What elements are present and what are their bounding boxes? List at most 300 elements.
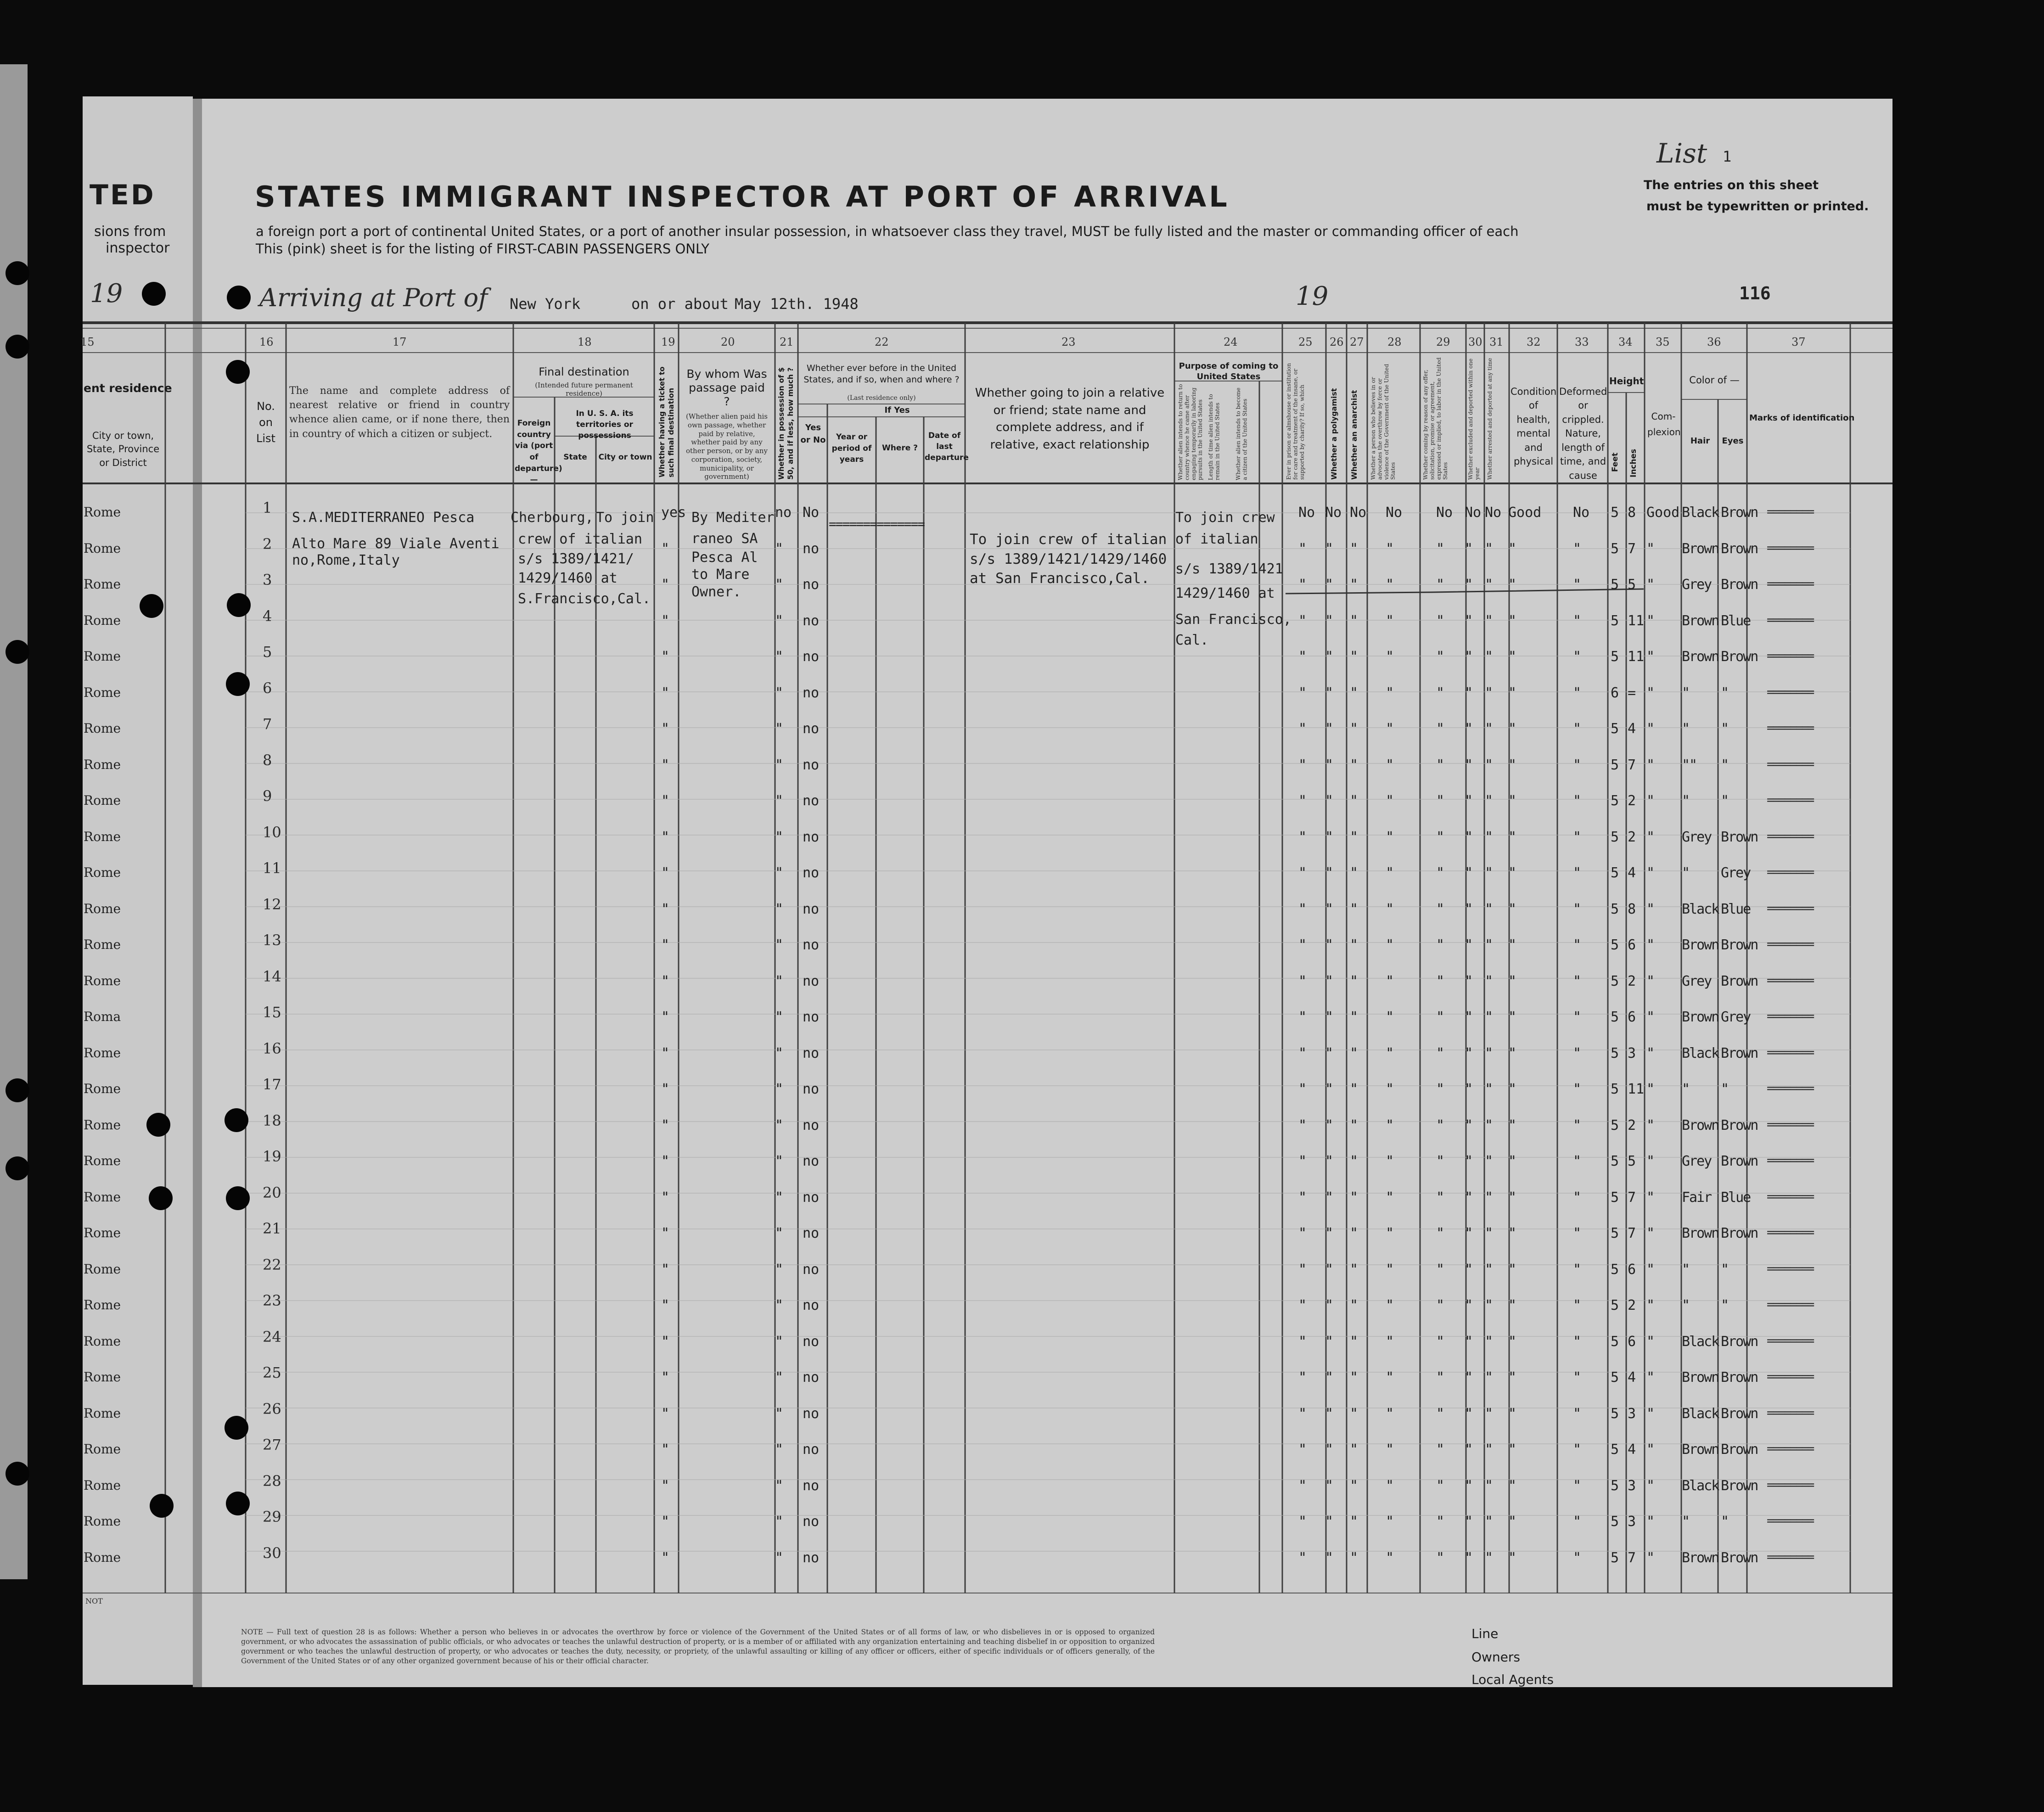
left-page-note-fragment: NOT [85, 1597, 103, 1605]
col-37-number: 37 [1791, 336, 1806, 348]
money-cell: " [775, 1549, 784, 1566]
height-feet-cell: 5 [1611, 1009, 1619, 1025]
excluded-cell: No [1465, 505, 1482, 521]
anarchist-cell: " [1350, 1549, 1359, 1566]
residence-cell: Rome [84, 1514, 121, 1529]
polygamist-cell: " [1325, 1225, 1334, 1241]
prison-cell: " [1298, 1442, 1307, 1458]
col-28-number: 28 [1387, 336, 1402, 348]
eye-color-cell: Blue [1721, 901, 1751, 917]
arrested-cell: " [1485, 1153, 1494, 1169]
col-25-number: 25 [1298, 336, 1313, 348]
height-inches-cell: 5 [1628, 577, 1636, 593]
height-feet-cell: 5 [1611, 1405, 1619, 1422]
height-inches-cell: 4 [1628, 1442, 1636, 1458]
identification-marks-cell: ======== [1767, 505, 1814, 519]
residence-cell: Rome [84, 1153, 121, 1168]
destination-line-2: crew of italian [518, 531, 642, 547]
height-feet-cell: 5 [1611, 721, 1619, 737]
height-feet-cell: 5 [1611, 1477, 1619, 1494]
height-inches-cell: 6 [1628, 937, 1636, 953]
polygamist-cell: " [1325, 540, 1334, 557]
purpose-line-1: To join crew [1175, 510, 1275, 526]
labor-offer-cell: " [1436, 1225, 1445, 1241]
col-24-sub-1: Whether alien intends to return to country whence he came after engaging temporarily in laboring pursuits in the United States [1177, 384, 1204, 480]
eye-color-cell: " [1721, 757, 1729, 773]
prison-cell: " [1298, 1045, 1307, 1061]
list-number-cell: 22 [263, 1256, 281, 1273]
eye-color-cell: Brown [1721, 649, 1758, 665]
table-row [0, 572, 2044, 608]
eye-color-cell: Brown [1721, 540, 1758, 557]
polygamist-cell: " [1325, 1514, 1334, 1530]
health-cell: " [1508, 649, 1517, 665]
anarchist-cell: " [1350, 721, 1359, 737]
list-number: 1 [1723, 148, 1732, 165]
deformed-cell: " [1573, 1153, 1582, 1169]
col-22-year-label: Year or period of years [831, 432, 872, 465]
polygamist-cell: " [1325, 1333, 1334, 1350]
hair-color-cell: Brown [1682, 937, 1719, 953]
excluded-cell: " [1465, 937, 1473, 953]
complexion-cell: " [1646, 612, 1655, 629]
health-cell: " [1508, 540, 1517, 557]
residence-cell: Rome [84, 1369, 121, 1385]
prison-cell: " [1298, 1369, 1307, 1386]
deformed-cell: " [1573, 901, 1582, 917]
deformed-cell: " [1573, 1189, 1582, 1206]
polygamist-cell: " [1325, 649, 1334, 665]
polygamist-cell: " [1325, 865, 1334, 881]
deformed-cell: " [1573, 1117, 1582, 1133]
ticket-cell: " [661, 793, 670, 809]
height-feet-cell: 5 [1611, 1225, 1619, 1241]
overthrow-cell: " [1386, 973, 1394, 989]
previous-visit-cell: no [803, 865, 820, 881]
hair-color-cell: " [1682, 865, 1690, 881]
identification-marks-cell: ======== [1767, 1189, 1814, 1204]
residence-cell: Rome [84, 757, 121, 772]
overthrow-cell: " [1386, 721, 1394, 737]
anarchist-cell: " [1350, 540, 1359, 557]
anarchist-cell: " [1350, 1514, 1359, 1530]
hair-color-cell: Grey [1682, 973, 1712, 989]
previous-visit-cell: no [803, 1477, 820, 1494]
list-number-cell: 2 [263, 535, 272, 553]
excluded-cell: " [1465, 1261, 1473, 1278]
previous-visit-cell: no [803, 612, 820, 629]
owners-label: Owners [1471, 1649, 1521, 1665]
complexion-cell: " [1646, 1225, 1655, 1241]
money-cell: " [775, 612, 784, 629]
residence-cell: Rome [84, 1477, 121, 1493]
residence-cell: Rome [84, 505, 121, 520]
col-24-number: 24 [1224, 336, 1238, 348]
ticket-cell: " [661, 649, 670, 665]
height-inches-cell: 6 [1628, 1009, 1636, 1025]
height-inches-cell: 2 [1628, 829, 1636, 845]
destination-line-1: Cherbourg, [511, 510, 594, 526]
labor-offer-cell: " [1436, 937, 1445, 953]
complexion-cell: " [1646, 937, 1655, 953]
list-number-cell: 16 [263, 1039, 281, 1057]
anarchist-cell: " [1350, 1009, 1359, 1025]
table-row [0, 1509, 2044, 1545]
overthrow-cell: " [1386, 1405, 1394, 1422]
health-cell: " [1508, 577, 1517, 593]
col-31-number: 31 [1489, 336, 1504, 348]
deformed-cell: " [1573, 649, 1582, 665]
labor-offer-cell: " [1436, 1514, 1445, 1530]
deformed-cell: " [1573, 937, 1582, 953]
ticket-cell: " [661, 865, 670, 881]
previous-visit-cell: No [803, 505, 820, 521]
deformed-cell: " [1573, 1405, 1582, 1422]
previous-visit-cell: no [803, 1405, 820, 1422]
complexion-cell: " [1646, 721, 1655, 737]
destination-state-text: To join [596, 510, 654, 526]
identification-marks-cell: ======== [1767, 1478, 1814, 1492]
height-inches-cell: 2 [1628, 1117, 1636, 1133]
complexion-cell: " [1646, 1442, 1655, 1458]
money-cell: " [775, 649, 784, 665]
excluded-cell: " [1465, 721, 1473, 737]
residence-cell: Rome [84, 1189, 121, 1205]
height-inches-cell: 3 [1628, 1477, 1636, 1494]
polygamist-cell: " [1325, 1189, 1334, 1206]
col-35-number: 35 [1656, 336, 1670, 348]
col-34-label: Height [1609, 376, 1644, 387]
polygamist-cell: " [1325, 1117, 1334, 1133]
identification-marks-cell: ======== [1767, 613, 1814, 627]
height-inches-cell: 7 [1628, 757, 1636, 773]
col-22-yes-label: Yes or No [800, 423, 826, 445]
deformed-cell: " [1573, 1369, 1582, 1386]
excluded-cell: " [1465, 577, 1473, 593]
previous-visit-cell: no [803, 721, 820, 737]
hair-color-cell: " [1682, 1261, 1690, 1278]
year-label: 19 [1296, 281, 1329, 311]
identification-marks-cell: ======== [1767, 685, 1814, 699]
anarchist-cell: " [1350, 1045, 1359, 1061]
col-18-note: (Intended future permanent residence) [535, 381, 633, 398]
purpose-line-3: s/s 1389/1421 [1175, 561, 1283, 577]
left-fragment-title: TED [90, 179, 156, 211]
col-22-where-label: Where ? [882, 443, 918, 453]
prison-cell: " [1298, 540, 1307, 557]
money-cell: " [775, 1514, 784, 1530]
hair-color-cell: Black [1682, 1477, 1719, 1494]
complexion-cell: " [1646, 1045, 1655, 1061]
col-37-label: Marks of identification [1749, 413, 1855, 423]
height-feet-cell: 5 [1611, 1081, 1619, 1097]
complexion-cell: " [1646, 1369, 1655, 1386]
anarchist-cell: " [1350, 757, 1359, 773]
entries-note-1: The entries on this sheet [1644, 178, 1819, 192]
health-cell: " [1508, 1369, 1517, 1386]
ticket-cell: " [661, 901, 670, 917]
labor-offer-cell: " [1436, 577, 1445, 593]
labor-offer-cell: " [1436, 865, 1445, 881]
joining-line-2: s/s 1389/1421/1429/1460 [970, 551, 1167, 567]
ticket-cell: " [661, 612, 670, 629]
passage-paid-line-4: to Mare [691, 567, 750, 583]
polygamist-cell: " [1325, 577, 1334, 593]
hair-color-cell: Black [1682, 1405, 1719, 1422]
height-inches-cell: 2 [1628, 793, 1636, 809]
ticket-cell: " [661, 721, 670, 737]
deformed-cell: " [1573, 1045, 1582, 1061]
hair-color-cell: Black [1682, 1333, 1719, 1350]
health-cell: " [1508, 1477, 1517, 1494]
previous-visit-cell: no [803, 1153, 820, 1169]
height-inches-cell: 4 [1628, 865, 1636, 881]
prison-cell: " [1298, 1225, 1307, 1241]
arrested-cell: " [1485, 1117, 1494, 1133]
eye-color-cell: Brown [1721, 1405, 1758, 1422]
list-number-cell: 27 [263, 1436, 281, 1453]
ticket-cell: " [661, 577, 670, 593]
prison-cell: " [1298, 649, 1307, 665]
col-23-number: 23 [1061, 336, 1076, 348]
col-36-eyes-label: Eyes [1722, 436, 1744, 446]
prison-cell: " [1298, 1405, 1307, 1422]
col-18-usa-label: In U. S. A. its territories or possessions [576, 409, 634, 440]
excluded-cell: " [1465, 865, 1473, 881]
height-inches-cell: 11 [1628, 649, 1645, 665]
previous-visit-cell: no [803, 649, 820, 665]
prison-cell: " [1298, 829, 1307, 845]
identification-marks-cell: ======== [1767, 721, 1814, 735]
identification-marks-cell: ======== [1767, 1370, 1814, 1384]
money-cell: " [775, 1442, 784, 1458]
anarchist-cell: " [1350, 1225, 1359, 1241]
passage-paid-line-3: Pesca Al [691, 550, 758, 566]
residence-cell: Rome [84, 577, 121, 592]
overthrow-cell: " [1386, 1045, 1394, 1061]
money-cell: no [775, 505, 792, 521]
left-fragment-text-2: inspector [106, 240, 170, 256]
list-number-cell: 21 [263, 1220, 281, 1237]
money-cell: " [775, 1261, 784, 1278]
labor-offer-cell: " [1436, 1117, 1445, 1133]
relative-address-line-1: S.A.MEDITERRANEO Pesca [292, 510, 475, 526]
ticket-cell: " [661, 684, 670, 701]
labor-offer-cell: " [1436, 1477, 1445, 1494]
table-row [0, 1365, 2044, 1401]
health-cell: " [1508, 1297, 1517, 1313]
purpose-line-6: Cal. [1175, 632, 1209, 648]
overthrow-cell: " [1386, 1261, 1394, 1278]
col-36-label: Color of — [1689, 375, 1740, 386]
residence-cell: Rome [84, 937, 121, 952]
health-cell: " [1508, 1405, 1517, 1422]
height-feet-cell: 5 [1611, 1549, 1619, 1566]
residence-cell: Rome [84, 865, 121, 880]
ticket-cell: " [661, 1153, 670, 1169]
complexion-cell: " [1646, 1297, 1655, 1313]
previous-visit-cell: no [803, 1297, 820, 1313]
ticket-cell: " [661, 1261, 670, 1278]
height-feet-cell: 5 [1611, 937, 1619, 953]
on-or-about-label: on or about [631, 295, 729, 313]
prison-cell: " [1298, 721, 1307, 737]
excluded-cell: " [1465, 612, 1473, 629]
list-number-cell: 20 [263, 1184, 281, 1201]
col-15-sub: City or town, State, Province or District [86, 430, 160, 468]
height-feet-cell: 5 [1611, 505, 1619, 521]
table-row [0, 1330, 2044, 1365]
complexion-cell: " [1646, 577, 1655, 593]
money-cell: " [775, 901, 784, 917]
deformed-cell: " [1573, 1477, 1582, 1494]
overthrow-cell: " [1386, 901, 1394, 917]
overthrow-cell: " [1386, 684, 1394, 701]
excluded-cell: " [1465, 1225, 1473, 1241]
arrested-cell: " [1485, 1189, 1494, 1206]
health-cell: " [1508, 1117, 1517, 1133]
deformed-cell: " [1573, 1261, 1582, 1278]
polygamist-cell: " [1325, 1261, 1334, 1278]
table-row [0, 753, 2044, 789]
arrested-cell: " [1485, 757, 1494, 773]
money-cell: " [775, 793, 784, 809]
polygamist-cell: " [1325, 1081, 1334, 1097]
col-18-foreign-label: Foreign country via (port of departure) — [515, 419, 562, 485]
labor-offer-cell: " [1436, 1009, 1445, 1025]
excluded-cell: " [1465, 1297, 1473, 1313]
complexion-cell: " [1646, 1009, 1655, 1025]
list-number-cell: 28 [263, 1472, 281, 1490]
list-number-cell: 4 [263, 607, 272, 625]
identification-marks-cell: ======== [1767, 1045, 1814, 1060]
arriving-label: Arriving at Port of [259, 283, 488, 312]
previous-visit-cell: no [803, 1009, 820, 1025]
excluded-cell: " [1465, 1477, 1473, 1494]
excluded-cell: " [1465, 829, 1473, 845]
complexion-cell: Good [1646, 505, 1680, 521]
table-row [0, 789, 2044, 825]
eye-color-cell: Brown [1721, 577, 1758, 593]
previous-visit-cell: no [803, 1261, 820, 1278]
anarchist-cell: " [1350, 612, 1359, 629]
overthrow-cell: " [1386, 1189, 1394, 1206]
col-36-number: 36 [1707, 336, 1721, 348]
ticket-cell: " [661, 1442, 670, 1458]
eye-color-cell: Brown [1721, 1225, 1758, 1241]
labor-offer-cell: " [1436, 612, 1445, 629]
complexion-cell: " [1646, 1477, 1655, 1494]
col-36-hair-label: Hair [1690, 436, 1710, 446]
prison-cell: " [1298, 1189, 1307, 1206]
col-20-number: 20 [721, 336, 735, 348]
purpose-line-5: San Francisco, [1175, 611, 1292, 628]
previous-visit-cell: no [803, 577, 820, 593]
labor-offer-cell: No [1436, 505, 1453, 521]
height-inches-cell: 11 [1628, 612, 1645, 629]
labor-offer-cell: " [1436, 901, 1445, 917]
table-row [0, 1221, 2044, 1257]
overthrow-cell: " [1386, 829, 1394, 845]
ticket-cell: " [661, 540, 670, 557]
residence-cell: Roma [84, 1009, 121, 1024]
previous-visit-cell: no [803, 901, 820, 917]
money-cell: " [775, 1117, 784, 1133]
complexion-cell: " [1646, 649, 1655, 665]
height-feet-cell: 5 [1611, 1189, 1619, 1206]
table-row [0, 1005, 2044, 1041]
health-cell: " [1508, 684, 1517, 701]
table-row [0, 1041, 2044, 1077]
deformed-cell: " [1573, 684, 1582, 701]
hair-color-cell: Grey [1682, 577, 1712, 593]
overthrow-cell: " [1386, 577, 1394, 593]
prison-cell: No [1298, 505, 1315, 521]
height-feet-cell: 5 [1611, 757, 1619, 773]
col-24-label: Purpose of coming to United States [1179, 361, 1279, 382]
arrested-cell: " [1485, 1369, 1494, 1386]
arrested-cell: " [1485, 1297, 1494, 1313]
anarchist-cell: " [1350, 973, 1359, 989]
height-feet-cell: 5 [1611, 1442, 1619, 1458]
table-row [0, 1257, 2044, 1293]
eye-color-cell: Blue [1721, 612, 1751, 629]
prison-cell: " [1298, 973, 1307, 989]
ticket-cell: " [661, 1477, 670, 1494]
eye-color-cell: " [1721, 721, 1729, 737]
col-32-number: 32 [1527, 336, 1541, 348]
eye-color-cell: Brown [1721, 505, 1758, 521]
col-35-label: Com- plexion [1647, 411, 1681, 438]
health-cell: " [1508, 1549, 1517, 1566]
col-22-number: 22 [875, 336, 889, 348]
ticket-cell: " [661, 1333, 670, 1350]
previous-stay-dashes: ============== [829, 516, 925, 532]
left-fragment-year: 19 [90, 279, 123, 309]
col-32-label: Condition of health, mental and physical [1511, 386, 1557, 467]
anarchist-cell: No [1350, 505, 1367, 521]
overthrow-cell: " [1386, 1009, 1394, 1025]
prison-cell: " [1298, 1261, 1307, 1278]
hair-color-cell: Black [1682, 901, 1719, 917]
labor-offer-cell: " [1436, 1405, 1445, 1422]
ticket-cell: " [661, 829, 670, 845]
col-30-label: Whether excluded and deported within one year [1467, 358, 1481, 480]
eye-color-cell: Brown [1721, 1442, 1758, 1458]
health-cell: " [1508, 793, 1517, 809]
health-cell: " [1508, 757, 1517, 773]
height-inches-cell: 4 [1628, 1369, 1636, 1386]
health-cell: " [1508, 937, 1517, 953]
col-26-number: 26 [1330, 336, 1344, 348]
height-feet-cell: 6 [1611, 684, 1619, 701]
height-inches-cell: 7 [1628, 1189, 1636, 1206]
excluded-cell: " [1465, 1081, 1473, 1097]
anarchist-cell: " [1350, 1477, 1359, 1494]
height-feet-cell: 5 [1611, 1369, 1619, 1386]
passage-paid-line-2: raneo SA [691, 531, 758, 547]
excluded-cell: " [1465, 1153, 1473, 1169]
table-row [0, 897, 2044, 933]
ticket-cell: " [661, 1009, 670, 1025]
health-cell: " [1508, 829, 1517, 845]
list-number-cell: 11 [263, 859, 281, 877]
hair-color-cell: Brown [1682, 612, 1719, 629]
anarchist-cell: " [1350, 1442, 1359, 1458]
table-row [0, 717, 2044, 752]
identification-marks-cell: ======== [1767, 1226, 1814, 1240]
overthrow-cell: " [1386, 793, 1394, 809]
